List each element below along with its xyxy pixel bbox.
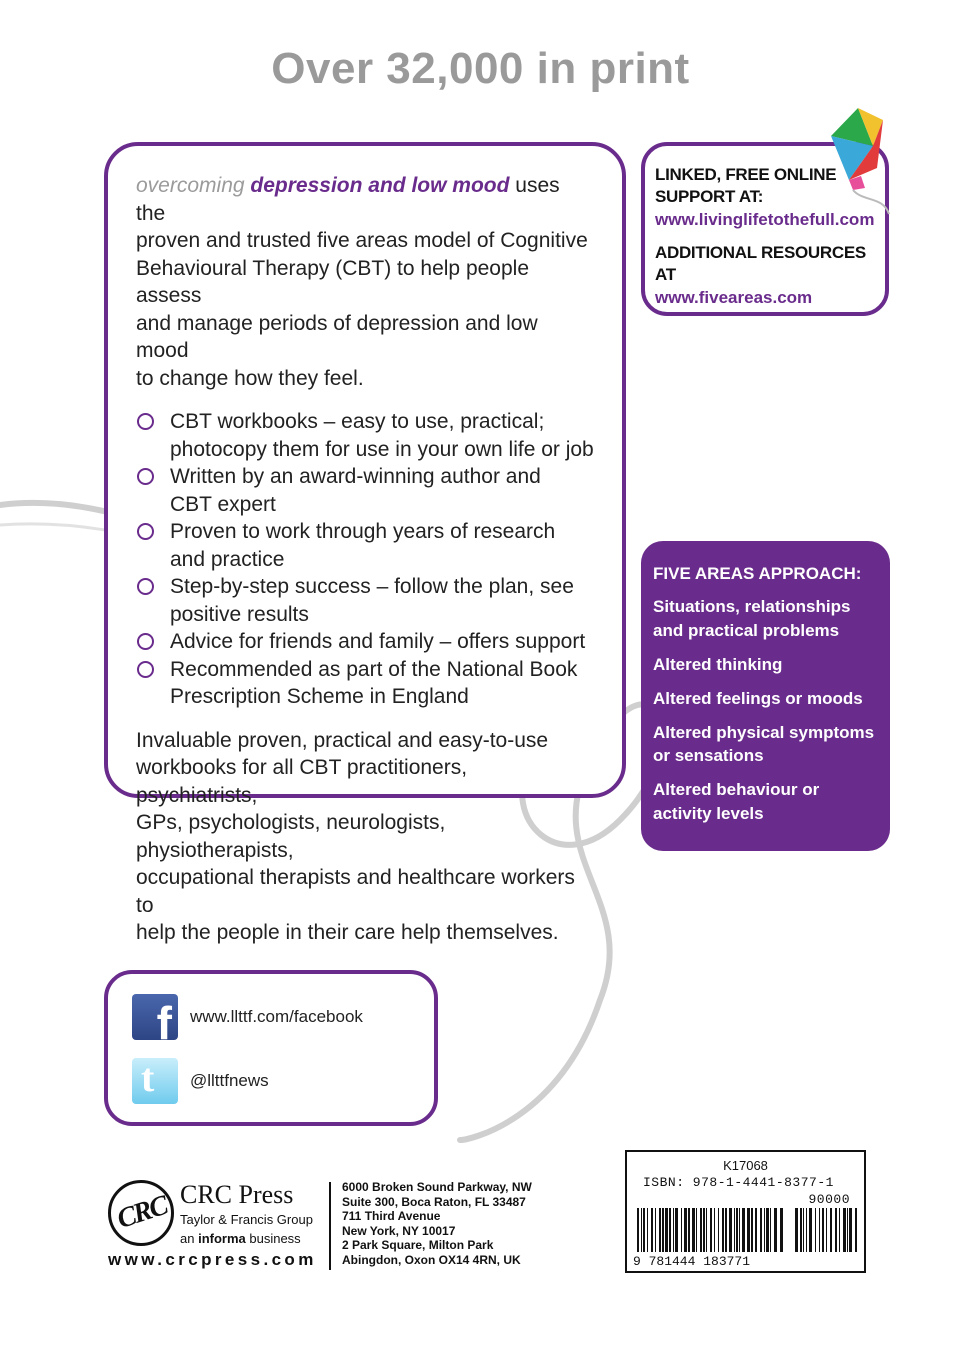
title-words: depression and low mood: [250, 174, 510, 197]
list-item-line: photocopy them for use in your own life or job: [170, 437, 594, 461]
outro-line: Invaluable proven, practical and easy-to-use: [136, 728, 549, 752]
twitter-icon: t: [132, 1058, 178, 1104]
twitter-row[interactable]: [132, 1058, 269, 1104]
list-item: [136, 463, 594, 518]
outro-line: GPs, psychologists, neurologists, physiotherapists,: [136, 811, 446, 862]
area-item-line: Altered behaviour or: [653, 780, 820, 799]
living-life-link[interactable]: www.livinglifetothefull.com: [655, 210, 875, 229]
intro-line-1-rest: uses the: [136, 174, 560, 225]
address-line: 6000 Broken Sound Parkway, NW: [342, 1180, 532, 1194]
additional-resources-label: ADDITIONAL RESOURCES AT: [655, 243, 866, 284]
list-item-line: Recommended as part of the National Book: [170, 657, 578, 681]
list-item-line: Written by an award-winning author and: [170, 465, 541, 488]
crc-logo-text: CRC: [113, 1190, 171, 1235]
five-areas-heading: FIVE AREAS APPROACH:: [653, 564, 862, 583]
informa-bold: informa: [198, 1231, 246, 1246]
circle-bullet-icon: [137, 661, 154, 678]
address-line: 711 Third Avenue: [342, 1209, 441, 1224]
list-item: [136, 518, 594, 573]
intro-paragraph: [136, 172, 594, 392]
price-code: 90000: [808, 1192, 850, 1207]
outro-paragraph: [136, 727, 594, 947]
facebook-link[interactable]: www.llttf.com/facebook: [190, 1007, 363, 1026]
area-item: [653, 687, 882, 711]
support-label-1: LINKED, FREE ONLINE: [655, 165, 837, 184]
kite-icon: [813, 106, 893, 216]
social-media-box: [104, 970, 438, 1126]
five-areas-link[interactable]: www.fiveareas.com: [655, 288, 813, 307]
divider: [329, 1182, 331, 1270]
intro-line-1: [136, 172, 594, 227]
publisher-block: [108, 1180, 538, 1280]
area-item-line: activity levels: [653, 803, 764, 823]
publisher-group: Taylor & Francis Group: [180, 1212, 313, 1227]
intro-line-4: and manage periods of depression and low mood: [136, 311, 538, 362]
area-item: [653, 778, 882, 825]
list-item: [136, 628, 594, 656]
area-item-line: Altered thinking: [653, 654, 783, 674]
description-box: [104, 142, 626, 944]
area-item: [653, 595, 882, 642]
list-item-line: CBT expert: [170, 492, 276, 516]
benefit-list: [136, 408, 594, 711]
informa-post: business: [245, 1231, 301, 1246]
circle-bullet-icon: [137, 413, 154, 430]
list-item: [136, 573, 594, 628]
list-item-line: and practice: [170, 547, 285, 571]
barcode-icon: [635, 1208, 861, 1252]
support-label-2: SUPPORT AT:: [655, 187, 764, 206]
facebook-row[interactable]: [132, 994, 363, 1040]
outro-line: occupational therapists and healthcare workers to: [136, 866, 575, 917]
area-item-line: and practical problems: [653, 620, 840, 640]
publisher-website[interactable]: www.crcpress.com: [108, 1250, 317, 1269]
overcoming-word: overcoming: [136, 174, 245, 197]
list-item-line: Proven to work through years of research: [170, 520, 556, 543]
area-item: [653, 721, 882, 768]
address-line: Abingdon, Oxon OX14 4RN, UK: [342, 1252, 521, 1267]
list-item: [136, 408, 594, 463]
headline: Over 32,000 in print: [271, 44, 690, 93]
outro-line: help the people in their care help themselves.: [136, 921, 559, 944]
informa-pre: an: [180, 1231, 199, 1246]
list-item-line: Prescription Scheme in England: [170, 685, 469, 708]
publisher-name: CRC Press: [180, 1180, 294, 1209]
area-item-line: Altered physical symptoms: [653, 722, 875, 742]
list-item: [136, 656, 594, 711]
intro-line-3: Behavioural Therapy (CBT) to help people assess: [136, 256, 530, 307]
intro-line-2: proven and trusted five areas model of Cognitive: [136, 229, 588, 252]
outro-line: workbooks for all CBT practitioners, psychiatrists,: [136, 756, 468, 807]
barcode-digits: 9 781444 183771: [633, 1254, 751, 1269]
address-line: New York, NY 10017: [342, 1223, 456, 1238]
isbn-text: ISBN: 978-1-4441-8377-1: [643, 1175, 834, 1190]
address-line: 2 Park Square, Milton Park: [342, 1238, 494, 1253]
circle-bullet-icon: [137, 578, 154, 595]
facebook-icon: f: [132, 994, 178, 1040]
address-line: Suite 300, Boca Raton, FL 33487: [342, 1194, 526, 1209]
circle-bullet-icon: [137, 468, 154, 485]
crc-logo-icon: [108, 1180, 174, 1246]
barcode-box: [625, 1150, 866, 1273]
informa-line: [180, 1231, 301, 1246]
area-item: [653, 653, 882, 677]
intro-line-5: to change how they feel.: [136, 366, 364, 390]
area-item-line: Situations, relationships: [653, 597, 851, 616]
list-item-line: Step-by-step success – follow the plan, see: [170, 575, 574, 598]
five-areas-box: [641, 541, 890, 851]
list-item-line: CBT workbooks – easy to use, practical;: [170, 410, 545, 433]
product-code: K17068: [723, 1158, 768, 1173]
publisher-address: [342, 1180, 542, 1268]
list-item-line: positive results: [170, 602, 309, 626]
twitter-handle[interactable]: @llttfnews: [190, 1071, 269, 1090]
area-item-line: Altered feelings or moods: [653, 688, 863, 708]
area-item-line: or sensations: [653, 746, 764, 765]
circle-bullet-icon: [137, 633, 154, 650]
list-item-line: Advice for friends and family – offers support: [170, 630, 586, 653]
circle-bullet-icon: [137, 523, 154, 540]
